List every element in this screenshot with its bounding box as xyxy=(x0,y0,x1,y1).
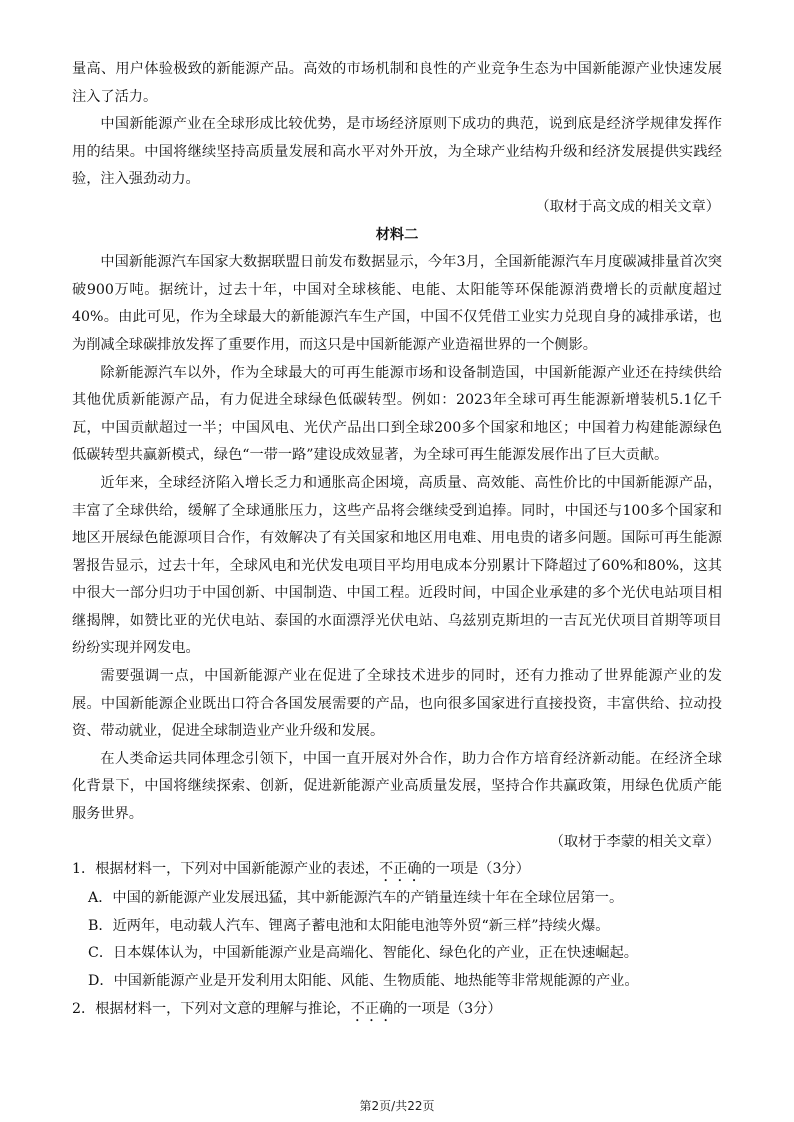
material1-tail-paragraph-2: 中国新能源产业在全球形成比较优势，是市场经济原则下成功的典范，说到底是经济学规律发挥作用的结果。中国将继续坚持高质量发展和高水平对外开放，为全球产业结构升级和经济发展提供实践经验，注入强劲动力。 xyxy=(72,116,722,188)
question-1-stem-after: 的一项是（3分） xyxy=(421,861,530,878)
question-2-emphasis: 不正确 xyxy=(350,1000,394,1017)
page-footer: 第2页/共22页 xyxy=(359,1099,435,1113)
material1-source: （取材于高文成的相关文章） xyxy=(535,198,720,215)
question-1-stem-before: 1．根据材料一，下列对中国新能源产业的表述， xyxy=(72,861,379,878)
question-1-option-c: C．日本媒体认为，中国新能源产业是高端化、智能化、绿色化的产业，正在快速崛起。 xyxy=(88,945,638,962)
question-2-stem-after: 的一项是（3分） xyxy=(393,1000,502,1017)
material2-paragraph-1: 中国新能源汽车国家大数据联盟日前发布数据显示，今年3月，全国新能源汽车月度碳减排量首次突破900万吨。据统计，过去十年，中国对全球核能、电能、太阳能等环保能源消费增长的贡献度超过40%。由此可见，作为全球最大的新能源汽车生产国，中国不仅凭借工业实力兑现自身的减排承诺，也为削减全球碳排放发挥了重要作用，而这只是中国新能源产业造福世界的一个侧影。 xyxy=(72,254,722,353)
question-1-stem xyxy=(72,856,722,885)
material2-paragraph-3: 近年来，全球经济陷入增长乏力和通胀高企困境，高质量、高效能、高性价比的中国新能源产品，丰富了全球供给，缓解了全球通胀压力，这些产品将会继续受到追捧。同时，中国还与100多个国家和地区开展绿色能源项目合作，有效解决了有关国家和地区用电难、用电贵的诸多问题。国际可再生能源署报告显示，过去十年，全球风电和光伏发电项目平均用电成本分别累计下降超过了60%和80%，这其中很大一部分归功于中国创新、中国制造、中国工程。近段时间，中国企业承建的多个光伏电站项目相继揭牌，如赞比亚的光伏电站、泰国的水面漂浮光伏电站、乌兹别克斯坦的一吉瓦光伏项目首期等项目纷纷实现并网发电。 xyxy=(72,474,722,657)
question-1-emphasis: 不正确 xyxy=(378,861,422,878)
page-content xyxy=(72,56,722,1025)
question-2-stem xyxy=(72,996,722,1025)
question-1-option-d: D．中国新能源产业是开发利用太阳能、风能、生物质能、地热能等非常规能源的产业。 xyxy=(88,973,639,989)
material2-heading: 材料二 xyxy=(375,226,419,243)
material2-source: （取材于李蒙的相关文章） xyxy=(549,833,720,850)
question-1-option-b: B．近两年，电动载人汽车、锂离子蓄电池和太阳能电池等外贸“新三样”持续火爆。 xyxy=(88,917,610,934)
question-2-stem-before: 2．根据材料一，下列对文意的理解与推论， xyxy=(72,1000,351,1017)
material2-paragraph-4: 需要强调一点，中国新能源产业在促进了全球技术进步的同时，还有力推动了世界能源产业的发展。中国新能源企业既出口符合各国发展需要的产品，也向很多国家进行直接投资，丰富供给、拉动投资、带动就业，促进全球制造业产业升级和发展。 xyxy=(72,668,722,740)
question-1-option-a: A．中国的新能源产业发展迅猛，其中新能源汽车的产销量连续十年在全球位居第一。 xyxy=(88,890,624,907)
material2-paragraph-5: 在人类命运共同体理念引领下，中国一直开展对外合作，助力合作方培育经济新动能。在经济全球化背景下，中国将继续探索、创新，促进新能源产业高质量发展，坚持合作共赢政策，用绿色优质产能服务世界。 xyxy=(72,750,722,823)
material1-tail-paragraph-1: 量高、用户体验极致的新能源产品。高效的市场机制和良性的产业竞争生态为中国新能源产业快速发展注入了活力。 xyxy=(72,61,722,105)
material2-paragraph-2: 除新能源汽车以外，作为全球最大的可再生能源市场和设备制造国，中国新能源产业还在持续供给其他优质新能源产品，有力促进全球绿色低碳转型。例如：2023年全球可再生能源新增装机5.1亿千瓦，中国贡献超过一半；中国风电、光伏产品出口到全球200多个国家和地区；中国着力构建能源绿色低碳转型共赢新模式，绿色“一带一路”建设成效显著，为全球可再生能源发展作出了巨大贡献。 xyxy=(72,364,722,464)
